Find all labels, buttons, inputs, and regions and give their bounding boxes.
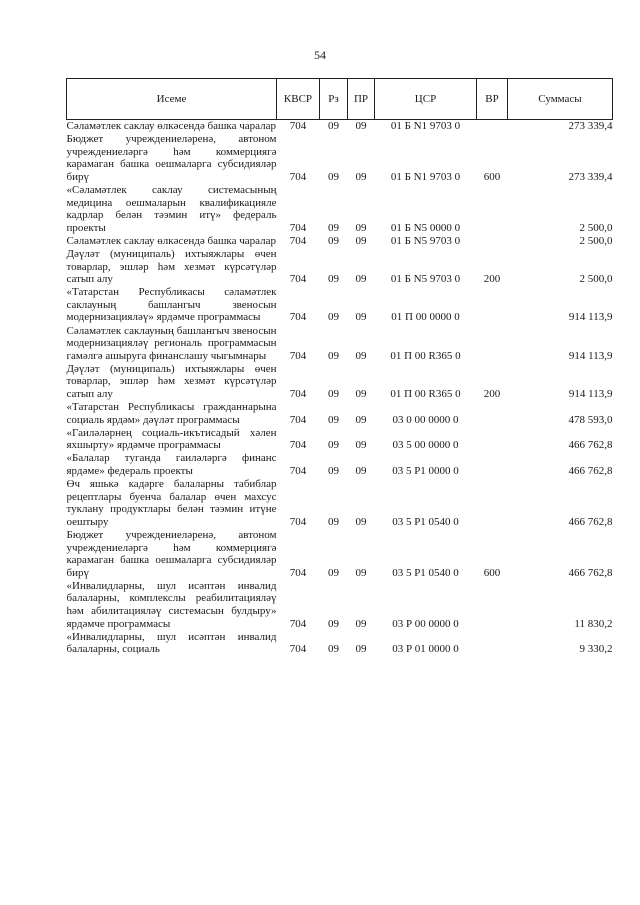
row-csr: 03 5 P1 0540 0 <box>392 515 459 528</box>
row-vr <box>477 235 508 248</box>
row-vr: 200 <box>483 387 501 400</box>
row-name: Дәүләт (муниципаль) ихтыяжлары өчен товарлар, эшләр һәм хезмәт күрсәтүләр сатып алу <box>66 247 277 286</box>
row-pr: 09 <box>355 349 367 362</box>
row-csr: 03 5 00 0000 0 <box>392 439 459 452</box>
header-rz: Рз <box>320 79 348 120</box>
row-csr: 01 П 00 R365 0 <box>390 387 461 400</box>
row-csr: 03 Р 00 0000 0 <box>392 617 459 630</box>
row-name: Өч яшькә кадәрге балаларны табиблар рецептлары буенча балалар өчен махсус туклану продуктлары белән тәэмин итүне оештыру <box>66 478 277 528</box>
table-row <box>67 325 613 363</box>
row-kvsr: 704 <box>289 349 307 362</box>
header-vr: ВР <box>477 79 508 120</box>
table-row <box>67 235 613 248</box>
budget-table <box>66 78 613 656</box>
row-sum: 11 830,2 <box>574 617 613 630</box>
row-rz: 09 <box>328 566 339 579</box>
row-vr <box>477 325 508 363</box>
row-vr <box>477 286 508 324</box>
row-pr: 09 <box>355 170 367 183</box>
row-sum: 2 500,0 <box>579 234 613 247</box>
row-sum: 478 593,0 <box>568 413 613 426</box>
row-vr <box>477 452 508 478</box>
row-kvsr: 704 <box>289 273 307 286</box>
table-row <box>67 478 613 529</box>
row-kvsr: 704 <box>289 120 307 132</box>
row-vr <box>477 427 508 453</box>
row-rz: 09 <box>328 349 339 362</box>
table-row <box>67 427 613 453</box>
row-pr: 09 <box>355 643 367 656</box>
row-pr: 09 <box>355 617 367 630</box>
row-pr: 09 <box>355 413 367 426</box>
row-kvsr: 704 <box>289 234 307 247</box>
row-csr: 01 П 00 R365 0 <box>390 349 461 362</box>
row-kvsr: 704 <box>289 643 307 656</box>
row-pr: 09 <box>355 273 367 286</box>
row-csr: 03 5 P1 0000 0 <box>392 465 459 478</box>
row-vr: 200 <box>483 273 501 286</box>
header-pr: ПР <box>348 79 375 120</box>
row-pr: 09 <box>355 120 367 132</box>
row-pr: 09 <box>355 439 367 452</box>
row-name: «Татарстан Республикасы сәламәтлек саклауның башлангыч звеносын модернизацияләү» ярдәмче программасы <box>66 286 277 324</box>
row-kvsr: 704 <box>289 387 307 400</box>
row-sum: 273 339,4 <box>568 170 613 183</box>
table-row <box>67 248 613 286</box>
row-rz: 09 <box>328 515 339 528</box>
page-number: 54 <box>314 48 326 62</box>
row-sum: 914 113,9 <box>568 311 613 324</box>
table-row <box>67 133 613 184</box>
row-csr: 01 П 00 0000 0 <box>391 311 460 324</box>
header-kvsr: КВСР <box>277 79 320 120</box>
row-rz: 09 <box>328 465 339 478</box>
row-name: Сәламәтлек саклауның башлангыч звеносын модернизацияләү региональ программасын гамәлгә ашыруга финанслашу чыгымнары <box>66 324 277 362</box>
row-vr <box>477 184 508 235</box>
row-vr: 600 <box>483 170 501 183</box>
row-csr: 03 Р 01 0000 0 <box>392 643 459 656</box>
row-kvsr: 704 <box>289 566 307 579</box>
row-csr: 01 Б N5 9703 0 <box>390 234 461 247</box>
row-vr <box>477 631 508 657</box>
row-csr: 03 5 P1 0540 0 <box>392 566 459 579</box>
row-rz: 09 <box>328 413 339 426</box>
row-sum: 2 500,0 <box>579 273 613 286</box>
row-csr: 03 0 00 0000 0 <box>392 413 459 426</box>
table-row <box>67 580 613 631</box>
table-row <box>67 452 613 478</box>
row-vr <box>477 580 508 631</box>
row-rz: 09 <box>328 439 339 452</box>
row-kvsr: 704 <box>289 439 307 452</box>
row-pr: 09 <box>355 566 367 579</box>
table-row <box>67 631 613 657</box>
row-name: «Сәламәтлек саклау системасының медицина оешмаларын квалификацияле кадрлар белән тәэмин итү» федераль проекты <box>66 183 277 234</box>
row-rz: 09 <box>328 170 339 183</box>
row-name: Бюджет учреждениеләренә, автоном учреждениеләргә һәм коммерциягә карамаган башка оешмаларга субсидияләр бирү <box>66 529 277 579</box>
row-rz: 09 <box>328 311 339 324</box>
row-kvsr: 704 <box>289 515 307 528</box>
row-sum: 914 113,9 <box>568 387 613 400</box>
row-name: «Инвалидларны, шул исәптән инвалид балаларны, комплекслы реабилитацияләү һәм абилитацияләү системасын булдыру» ярдәмче программасы <box>66 579 277 630</box>
row-vr <box>477 478 508 529</box>
table-row <box>67 401 613 427</box>
header-name: Исеме <box>67 79 277 120</box>
row-pr: 09 <box>355 234 367 247</box>
table-row <box>67 363 613 401</box>
row-name: Бюджет учреждениеләренә, автоном учреждениеләргә һәм коммерциягә карамаган башка оешмаларга субсидияләр бирү <box>66 133 277 183</box>
row-sum: 2 500,0 <box>579 221 613 234</box>
table-header-row <box>67 79 613 120</box>
row-rz: 09 <box>328 120 339 132</box>
row-name: Дәүләт (муниципаль) ихтыяжлары өчен товарлар, эшләр һәм хезмәт күрсәтүләр сатып алу <box>66 362 277 400</box>
row-kvsr: 704 <box>289 221 307 234</box>
row-name: «Татарстан Республикасы гражданнарына социаль ярдәм» дәүләт программасы <box>66 401 277 426</box>
row-pr: 09 <box>355 311 367 324</box>
row-vr <box>477 401 508 427</box>
table-row <box>67 120 613 134</box>
row-name: «Балалар туганда гаиләләргә финанс ярдәме» федераль проекты <box>66 452 277 478</box>
table-row <box>67 529 613 580</box>
row-csr: 01 Б N1 9703 0 <box>390 170 461 183</box>
header-sum: Суммасы <box>508 79 613 120</box>
row-rz: 09 <box>328 643 339 656</box>
row-kvsr: 704 <box>289 465 307 478</box>
row-rz: 09 <box>328 221 339 234</box>
row-csr: 01 Б N1 9703 0 <box>390 120 461 132</box>
row-name: Сәламәтлек саклау өлкәсендә башка чаралар <box>66 234 276 247</box>
row-kvsr: 704 <box>289 413 307 426</box>
table-row <box>67 286 613 324</box>
table-row <box>67 184 613 235</box>
row-rz: 09 <box>328 273 339 286</box>
row-kvsr: 704 <box>289 617 307 630</box>
row-name: Сәламәтлек саклау өлкәсендә башка чаралар <box>66 120 276 132</box>
row-csr: 01 Б N5 9703 0 <box>390 273 461 286</box>
row-rz: 09 <box>328 617 339 630</box>
row-vr <box>477 120 508 134</box>
row-sum: 273 339,4 <box>568 120 613 132</box>
row-rz: 09 <box>328 234 339 247</box>
row-name: «Инвалидларны, шул исәптән инвалид балаларны, социаль <box>66 630 277 656</box>
row-csr: 01 Б N5 0000 0 <box>390 221 461 234</box>
row-vr: 600 <box>483 566 501 579</box>
row-sum: 466 762,8 <box>568 439 613 452</box>
row-pr: 09 <box>355 515 367 528</box>
row-sum: 466 762,8 <box>568 465 613 478</box>
row-sum: 466 762,8 <box>568 566 613 579</box>
row-name: «Гаиләләрнең социаль-икътисадый хәлен яхшырту» ярдәмче программасы <box>66 426 277 452</box>
row-kvsr: 704 <box>289 170 307 183</box>
row-pr: 09 <box>355 387 367 400</box>
header-csr: ЦСР <box>375 79 477 120</box>
row-pr: 09 <box>355 221 367 234</box>
row-sum: 914 113,9 <box>568 349 613 362</box>
row-sum: 9 330,2 <box>579 643 613 656</box>
row-rz: 09 <box>328 387 339 400</box>
row-pr: 09 <box>355 465 367 478</box>
row-sum: 466 762,8 <box>568 515 613 528</box>
row-kvsr: 704 <box>289 311 307 324</box>
